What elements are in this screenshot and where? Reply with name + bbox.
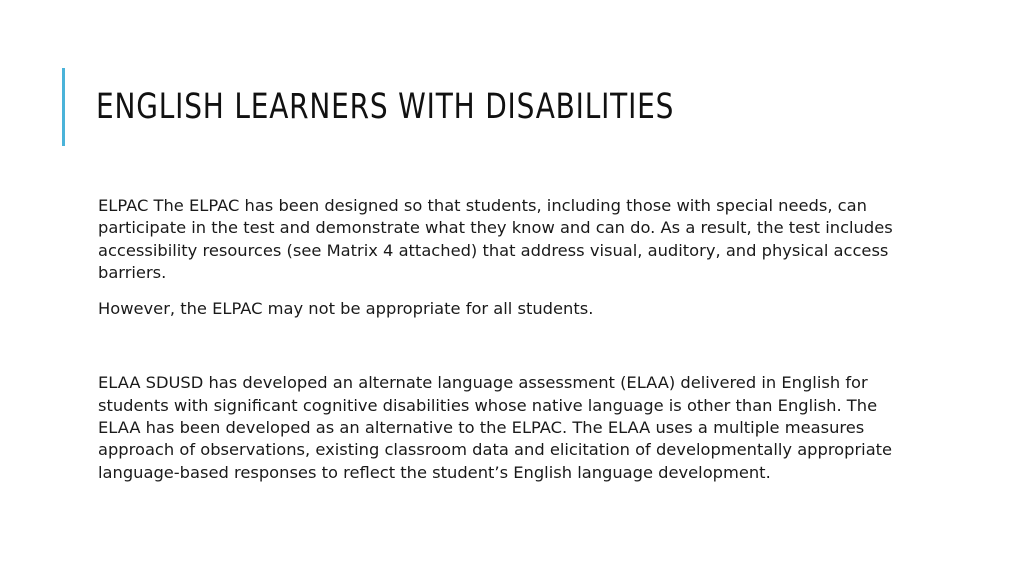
paragraph-elaa: ELAA SDUSD has developed an alternate language assessment (ELAA) delivered in English for students with significant cognitive disabilities whose native language is other than English. The ELAA has been developed as an alternative to the ELPAC. The ELAA uses a multiple measures approach of observations, existing classroom data and elicitation of developmentally appropriate language-based responses to reflect the student’s English language development. (98, 373, 893, 482)
slide-body (98, 195, 918, 484)
slide-title: ENGLISH LEARNERS WITH DISABILITIES (96, 87, 675, 127)
title-accent-bar (62, 68, 65, 146)
paragraph-elpac-note: However, the ELPAC may not be appropriate for all students. (98, 299, 594, 319)
paragraph-elpac: ELPAC The ELPAC has been designed so that students, including those with special needs, can participate in the test and demonstrate what they know and can do. As a result, the test includes accessibility resources (see Matrix 4 attached) that address visual, auditory, and physical access barriers. (98, 196, 893, 282)
